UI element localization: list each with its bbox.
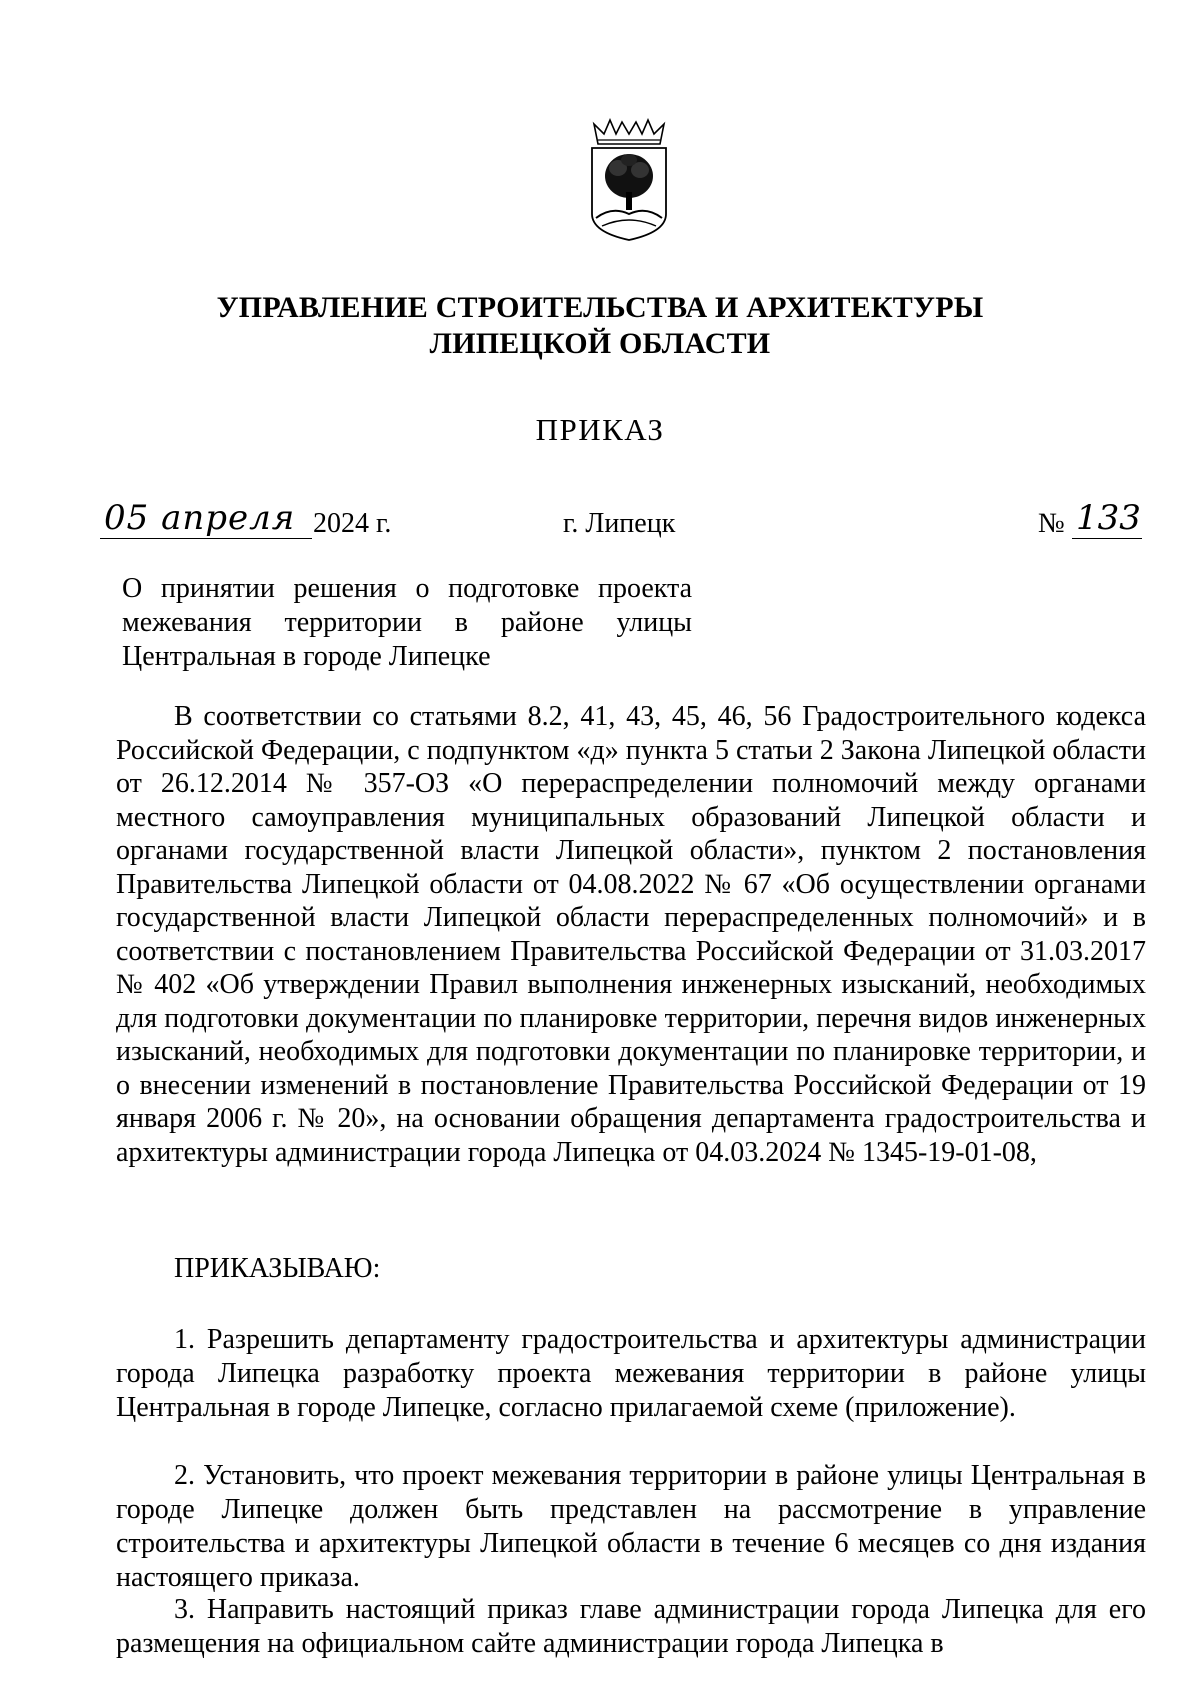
order-heading: ПРИКАЗЫВАЮ: xyxy=(174,1253,381,1284)
number-sign: № xyxy=(1038,508,1065,539)
lipetsk-coat-of-arms-icon xyxy=(584,118,674,244)
organization-line-2: ЛИПЕЦКОЙ ОБЛАСТИ xyxy=(429,327,771,360)
date-underline xyxy=(100,538,312,539)
number-underline xyxy=(1072,538,1142,539)
handwritten-date: 05 апреля xyxy=(104,498,296,538)
document-type-title: ПРИКАЗ xyxy=(535,412,665,447)
organization-name xyxy=(0,290,1200,362)
document-city: г. Липецк xyxy=(563,508,676,539)
document-year: 2024 г. xyxy=(313,508,392,539)
handwritten-number: 133 xyxy=(1076,498,1141,538)
document-meta-row xyxy=(0,498,1200,552)
order-item-1: 1. Разрешить департаменту градостроительства и архитектуры администрации города Липецка разработку проекта межевания территории в районе улицы Центральная в городе Липецке, согласно прилагаемой схеме (приложение). xyxy=(116,1324,1146,1423)
order-item-3: 3. Направить настоящий приказ главе администрации города Липецка для его размещения на официальном сайте администрации города Липецка в xyxy=(116,1594,1146,1659)
organization-line-1: УПРАВЛЕНИЕ СТРОИТЕЛЬСТВА И АРХИТЕКТУРЫ xyxy=(216,291,984,324)
document-subject: О принятии решения о подготовке проекта межевания территории в районе улицы Центральная в городе Липецке xyxy=(122,573,692,672)
order-item-2: 2. Установить, что проект межевания территории в районе улицы Центральная в городе Липецке должен быть представлен на рассмотрение в управление строительства и архитектуры Липецкой области в течение 6 месяцев со дня издания настоящего приказа. xyxy=(116,1460,1146,1593)
preamble-paragraph: В соответствии со статьями 8.2, 41, 43, 45, 46, 56 Градостроительного кодекса Российской Федерации, с подпунктом «д» пункта 5 статьи 2 Закона Липецкой области от 26.12.2014 № 357-ОЗ «О перераспределении полномочий между органами местного самоуправления муниципальных образований Липецкой области и органами государственной власти Липецкой области», пунктом 2 постановления Правительства Липецкой области от 04.08.2022 № 67 «Об осуществлении органами государственной власти Липецкой области перераспределенных полномочий» и в соответствии с постановлением Правительства Российской Федерации от 31.03.2017 № 402 «Об утверждении Правил выполнения инженерных изысканий, необходимых для подготовки документации по планировке территории, перечня видов инженерных изысканий, необходимых для подготовки документации по планировке территории, и о внесении изменений в постановление Правительства Российской Федерации от 19 января 2006 г. № 20», на основании обращения департамента градостроительства и архитектуры администрации города Липецка от 04.03.2024 № 1345-19-01-08, xyxy=(116,701,1146,1168)
